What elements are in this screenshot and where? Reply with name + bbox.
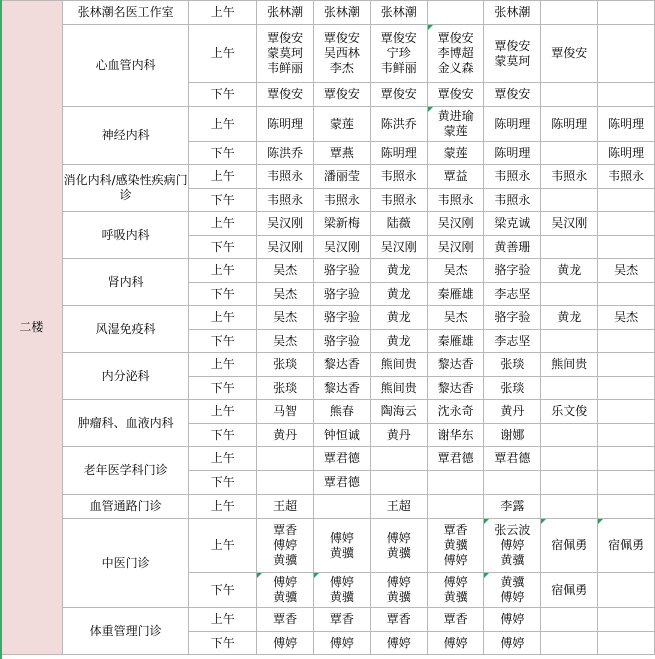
doctor-cell[interactable]: 黄龙 xyxy=(370,259,427,283)
department-name: 心血管内科 xyxy=(62,25,189,107)
doctor-cell[interactable] xyxy=(541,330,598,353)
doctor-cell[interactable]: 覃香 xyxy=(314,608,371,632)
doctor-cell[interactable]: 梁克诚 xyxy=(484,212,541,236)
doctor-cell[interactable]: 韦照永 xyxy=(257,165,314,189)
department-name: 张林潮名医工作室 xyxy=(62,1,189,25)
doctor-cell[interactable] xyxy=(541,424,598,447)
doctor-cell[interactable]: 王超 xyxy=(370,495,427,519)
doctor-cell[interactable]: 韦照永 xyxy=(484,165,541,189)
doctor-cell[interactable]: 覃香 xyxy=(257,608,314,632)
schedule-row xyxy=(1,447,655,471)
doctor-cell[interactable]: 韦照永 xyxy=(257,189,314,212)
session-period: 上午 xyxy=(189,353,257,377)
doctor-cell[interactable]: 陈明理 xyxy=(257,107,314,142)
doctor-cell[interactable]: 吴杰 xyxy=(257,283,314,306)
session-period: 上午 xyxy=(189,107,257,142)
doctor-cell[interactable]: 傅婷 黄骥 xyxy=(427,573,484,608)
doctor-cell[interactable] xyxy=(484,471,541,495)
doctor-cell[interactable]: 骆字验 xyxy=(484,259,541,283)
doctor-cell[interactable]: 覃香 傅婷 黄骥 xyxy=(257,519,314,573)
department-name: 血管通路门诊 xyxy=(62,495,189,519)
doctor-cell[interactable]: 张琰 xyxy=(484,353,541,377)
doctor-cell[interactable]: 蒙莲 xyxy=(314,107,371,142)
doctor-cell[interactable]: 覃俊安 xyxy=(484,83,541,107)
doctor-cell[interactable]: 吴汉刚 xyxy=(314,236,371,259)
doctor-cell[interactable]: 吴杰 xyxy=(598,259,655,283)
session-period: 上午 xyxy=(189,259,257,283)
doctor-cell[interactable]: 张林潮 xyxy=(257,1,314,25)
doctor-cell[interactable] xyxy=(598,236,655,259)
doctor-cell[interactable]: 吴杰 xyxy=(427,259,484,283)
doctor-cell[interactable]: 黄龙 xyxy=(370,330,427,353)
doctor-cell[interactable] xyxy=(427,471,484,495)
doctor-cell[interactable]: 黄善珊 xyxy=(484,236,541,259)
doctor-cell[interactable]: 傅婷 黄骥 xyxy=(314,573,371,608)
department-name: 肾内科 xyxy=(62,259,189,306)
doctor-cell[interactable]: 黄龙 xyxy=(541,306,598,330)
doctor-cell[interactable]: 陈洪乔 xyxy=(370,107,427,142)
schedule-row xyxy=(1,519,655,573)
doctor-cell[interactable] xyxy=(598,25,655,83)
doctor-cell[interactable]: 陈明理 xyxy=(484,142,541,165)
doctor-cell[interactable]: 熊间贵 xyxy=(370,353,427,377)
doctor-cell[interactable]: 覃俊安 xyxy=(314,83,371,107)
doctor-cell[interactable]: 黎达香 xyxy=(427,353,484,377)
doctor-cell[interactable]: 傅婷 xyxy=(314,632,371,655)
session-period: 下午 xyxy=(189,573,257,608)
doctor-cell[interactable]: 黄龙 xyxy=(541,259,598,283)
doctor-cell[interactable]: 韦照永 xyxy=(598,165,655,189)
session-period: 上午 xyxy=(189,608,257,632)
doctor-cell[interactable]: 傅婷 黄骥 xyxy=(370,519,427,573)
doctor-cell[interactable]: 覃益 xyxy=(427,165,484,189)
doctor-cell[interactable]: 张林潮 xyxy=(484,1,541,25)
doctor-cell[interactable] xyxy=(370,471,427,495)
doctor-cell[interactable] xyxy=(541,142,598,165)
schedule-row xyxy=(1,400,655,424)
doctor-cell[interactable]: 覃香 xyxy=(427,608,484,632)
doctor-cell[interactable] xyxy=(427,495,484,519)
doctor-cell[interactable]: 李志坚 xyxy=(484,283,541,306)
doctor-cell[interactable]: 钟恒诚 xyxy=(314,424,371,447)
doctor-cell[interactable]: 熊间贵 xyxy=(370,377,427,400)
sheet-edge-marker xyxy=(0,0,2,659)
doctor-cell[interactable]: 覃俊安 李博超 金义森 xyxy=(427,25,484,83)
doctor-cell[interactable]: 黄龙 xyxy=(370,283,427,306)
doctor-cell[interactable]: 韦照永 xyxy=(541,165,598,189)
doctor-cell[interactable] xyxy=(598,471,655,495)
department-name: 风湿免疫科 xyxy=(62,306,189,353)
doctor-cell[interactable] xyxy=(598,632,655,655)
doctor-cell[interactable]: 潘丽莹 xyxy=(314,165,371,189)
schedule-row xyxy=(1,259,655,283)
session-period: 下午 xyxy=(189,377,257,400)
doctor-cell[interactable]: 韦照永 xyxy=(427,189,484,212)
doctor-cell[interactable]: 覃香 黄骥 傅婷 xyxy=(427,519,484,573)
doctor-cell[interactable]: 谢娜 xyxy=(484,424,541,447)
doctor-cell[interactable]: 吴杰 xyxy=(598,306,655,330)
doctor-cell[interactable]: 覃俊安 xyxy=(541,25,598,83)
doctor-cell[interactable] xyxy=(598,377,655,400)
doctor-cell[interactable]: 傅婷 xyxy=(370,632,427,655)
doctor-cell[interactable]: 黄骥 傅婷 xyxy=(484,573,541,608)
doctor-cell[interactable]: 陈明理 xyxy=(598,142,655,165)
doctor-cell[interactable]: 熊春 xyxy=(314,400,371,424)
department-name: 呼吸内科 xyxy=(62,212,189,259)
doctor-cell[interactable]: 覃俊安 吴西林 李杰 xyxy=(314,25,371,83)
session-period: 下午 xyxy=(189,471,257,495)
doctor-cell[interactable]: 覃君德 xyxy=(484,447,541,471)
doctor-cell[interactable] xyxy=(541,447,598,471)
session-period: 下午 xyxy=(189,83,257,107)
doctor-cell[interactable]: 黄丹 xyxy=(370,424,427,447)
doctor-cell[interactable]: 梁新梅 xyxy=(314,212,371,236)
doctor-cell[interactable]: 宿佩勇 xyxy=(541,519,598,573)
doctor-cell[interactable]: 覃君德 xyxy=(427,447,484,471)
doctor-cell[interactable]: 傅婷 xyxy=(484,632,541,655)
doctor-cell[interactable] xyxy=(370,447,427,471)
doctor-cell[interactable]: 韦照永 xyxy=(484,189,541,212)
doctor-cell[interactable]: 吴杰 xyxy=(257,259,314,283)
schedule-row xyxy=(1,353,655,377)
doctor-cell[interactable]: 骆字验 xyxy=(314,306,371,330)
doctor-cell[interactable] xyxy=(541,632,598,655)
doctor-cell[interactable] xyxy=(257,471,314,495)
doctor-cell[interactable]: 陈洪乔 xyxy=(257,142,314,165)
doctor-cell[interactable]: 李志坚 xyxy=(484,330,541,353)
doctor-cell[interactable]: 沈永奇 xyxy=(427,400,484,424)
session-period: 下午 xyxy=(189,189,257,212)
session-period: 上午 xyxy=(189,212,257,236)
doctor-cell[interactable]: 李露 xyxy=(484,495,541,519)
doctor-cell[interactable]: 陈明理 xyxy=(541,107,598,142)
doctor-cell[interactable]: 覃俊安 xyxy=(427,83,484,107)
doctor-cell[interactable]: 张琰 xyxy=(484,377,541,400)
doctor-cell[interactable]: 谢华东 xyxy=(427,424,484,447)
session-period: 下午 xyxy=(189,236,257,259)
doctor-cell[interactable] xyxy=(541,495,598,519)
doctor-cell[interactable] xyxy=(598,189,655,212)
schedule-row xyxy=(1,212,655,236)
doctor-cell[interactable]: 覃香 xyxy=(370,608,427,632)
doctor-cell[interactable]: 张林潮 xyxy=(370,1,427,25)
doctor-cell[interactable]: 傅婷 xyxy=(257,632,314,655)
doctor-cell[interactable] xyxy=(598,330,655,353)
doctor-cell[interactable]: 宿佩勇 xyxy=(541,573,598,608)
doctor-cell[interactable] xyxy=(598,573,655,608)
doctor-cell[interactable] xyxy=(598,447,655,471)
doctor-cell[interactable] xyxy=(541,283,598,306)
doctor-cell[interactable] xyxy=(541,189,598,212)
doctor-cell[interactable]: 傅婷 黄骥 xyxy=(314,519,371,573)
doctor-cell[interactable]: 黄丹 xyxy=(257,424,314,447)
doctor-cell[interactable]: 骆字验 xyxy=(314,259,371,283)
doctor-cell[interactable]: 覃君德 xyxy=(314,471,371,495)
doctor-cell[interactable] xyxy=(598,1,655,25)
doctor-cell[interactable] xyxy=(427,1,484,25)
doctor-cell[interactable]: 王超 xyxy=(257,495,314,519)
doctor-cell[interactable]: 吴汉刚 xyxy=(257,212,314,236)
doctor-cell[interactable]: 乐文俊 xyxy=(541,400,598,424)
doctor-cell[interactable]: 蒙莲 xyxy=(427,142,484,165)
department-name: 消化内科/感染性疾病门诊 xyxy=(62,165,189,212)
doctor-cell[interactable]: 陆薇 xyxy=(370,212,427,236)
session-period: 上午 xyxy=(189,25,257,83)
schedule-row xyxy=(1,165,655,189)
doctor-cell[interactable]: 覃俊安 蒙莫珂 xyxy=(484,25,541,83)
doctor-cell[interactable] xyxy=(541,83,598,107)
doctor-cell[interactable]: 秦雁雄 xyxy=(427,330,484,353)
doctor-cell[interactable]: 覃俊安 宁珍 韦鲜丽 xyxy=(370,25,427,83)
doctor-cell[interactable] xyxy=(598,400,655,424)
doctor-cell[interactable]: 覃俊安 xyxy=(370,83,427,107)
doctor-cell[interactable] xyxy=(541,1,598,25)
doctor-cell[interactable]: 骆字验 xyxy=(314,330,371,353)
doctor-cell[interactable]: 吴汉刚 xyxy=(427,236,484,259)
session-period: 下午 xyxy=(189,424,257,447)
doctor-cell[interactable]: 黎达香 xyxy=(314,377,371,400)
session-period: 上午 xyxy=(189,306,257,330)
session-period: 上午 xyxy=(189,165,257,189)
doctor-cell[interactable]: 吴杰 xyxy=(427,306,484,330)
schedule-row xyxy=(1,1,655,25)
doctor-cell[interactable]: 韦照永 xyxy=(314,189,371,212)
doctor-cell[interactable]: 吴杰 xyxy=(257,330,314,353)
doctor-cell[interactable]: 陈明理 xyxy=(370,142,427,165)
doctor-cell[interactable]: 傅婷 黄骥 xyxy=(370,573,427,608)
doctor-cell[interactable] xyxy=(314,495,371,519)
session-period: 下午 xyxy=(189,283,257,306)
doctor-cell[interactable]: 秦雁雄 xyxy=(427,283,484,306)
schedule-row xyxy=(1,107,655,142)
session-period: 下午 xyxy=(189,330,257,353)
doctor-cell[interactable] xyxy=(598,283,655,306)
doctor-cell[interactable]: 骆字验 xyxy=(484,306,541,330)
doctor-cell[interactable] xyxy=(541,377,598,400)
doctor-cell[interactable] xyxy=(598,424,655,447)
doctor-cell[interactable]: 覃俊安 蒙莫珂 韦鲜丽 xyxy=(257,25,314,83)
session-period: 上午 xyxy=(189,495,257,519)
doctor-cell[interactable]: 黄丹 xyxy=(484,400,541,424)
doctor-cell[interactable]: 覃君德 xyxy=(314,447,371,471)
schedule-row xyxy=(1,25,655,83)
doctor-cell[interactable]: 傅婷 黄骥 xyxy=(257,573,314,608)
session-period: 下午 xyxy=(189,142,257,165)
department-name: 体重管理门诊 xyxy=(62,608,189,655)
doctor-cell[interactable]: 张琰 xyxy=(257,353,314,377)
doctor-cell[interactable] xyxy=(541,471,598,495)
doctor-cell[interactable]: 熊间贵 xyxy=(541,353,598,377)
doctor-cell[interactable]: 黄进瑜 蒙莲 xyxy=(427,107,484,142)
doctor-cell[interactable] xyxy=(541,608,598,632)
doctor-cell[interactable] xyxy=(598,212,655,236)
doctor-cell[interactable] xyxy=(598,608,655,632)
doctor-cell[interactable] xyxy=(541,236,598,259)
department-name: 中医门诊 xyxy=(62,519,189,608)
doctor-cell[interactable]: 吴汉刚 xyxy=(427,212,484,236)
doctor-cell[interactable]: 黎达香 xyxy=(314,353,371,377)
doctor-cell[interactable]: 陶海云 xyxy=(370,400,427,424)
session-period: 上午 xyxy=(189,519,257,573)
doctor-cell[interactable]: 吴汉刚 xyxy=(541,212,598,236)
doctor-cell[interactable]: 韦照永 xyxy=(370,165,427,189)
session-period: 上午 xyxy=(189,1,257,25)
doctor-cell[interactable]: 陈明理 xyxy=(484,107,541,142)
doctor-cell[interactable] xyxy=(598,353,655,377)
department-name: 神经内科 xyxy=(62,107,189,165)
doctor-cell[interactable]: 吴汉刚 xyxy=(257,236,314,259)
department-name: 肿瘤科、血液内科 xyxy=(62,400,189,447)
doctor-cell[interactable]: 骆字验 xyxy=(314,283,371,306)
doctor-cell[interactable]: 黄龙 xyxy=(370,306,427,330)
doctor-cell[interactable]: 张林潮 xyxy=(314,1,371,25)
doctor-cell[interactable]: 张琰 xyxy=(257,377,314,400)
session-period: 上午 xyxy=(189,447,257,471)
doctor-cell[interactable]: 覃燕 xyxy=(314,142,371,165)
schedule-row xyxy=(1,306,655,330)
doctor-cell[interactable]: 覃俊安 xyxy=(257,83,314,107)
session-period: 下午 xyxy=(189,632,257,655)
doctor-cell[interactable]: 傅婷 xyxy=(427,632,484,655)
department-name: 内分泌科 xyxy=(62,353,189,400)
floor-label: 二楼 xyxy=(1,1,63,655)
doctor-cell[interactable]: 宿佩勇 xyxy=(598,519,655,573)
doctor-cell[interactable]: 马智 xyxy=(257,400,314,424)
doctor-cell[interactable]: 韦照永 xyxy=(370,189,427,212)
doctor-cell[interactable]: 吴杰 xyxy=(257,306,314,330)
doctor-cell[interactable]: 陈明理 xyxy=(598,107,655,142)
doctor-cell[interactable]: 吴汉刚 xyxy=(370,236,427,259)
doctor-cell[interactable] xyxy=(598,83,655,107)
doctor-cell[interactable] xyxy=(598,495,655,519)
department-name: 老年医学科门诊 xyxy=(62,447,189,495)
doctor-cell[interactable]: 傅婷 xyxy=(484,608,541,632)
schedule-row xyxy=(1,608,655,632)
schedule-row xyxy=(1,495,655,519)
doctor-cell[interactable] xyxy=(257,447,314,471)
doctor-cell[interactable]: 张云波 傅婷 黄骥 xyxy=(484,519,541,573)
doctor-cell[interactable]: 黎达香 xyxy=(427,377,484,400)
session-period: 上午 xyxy=(189,400,257,424)
